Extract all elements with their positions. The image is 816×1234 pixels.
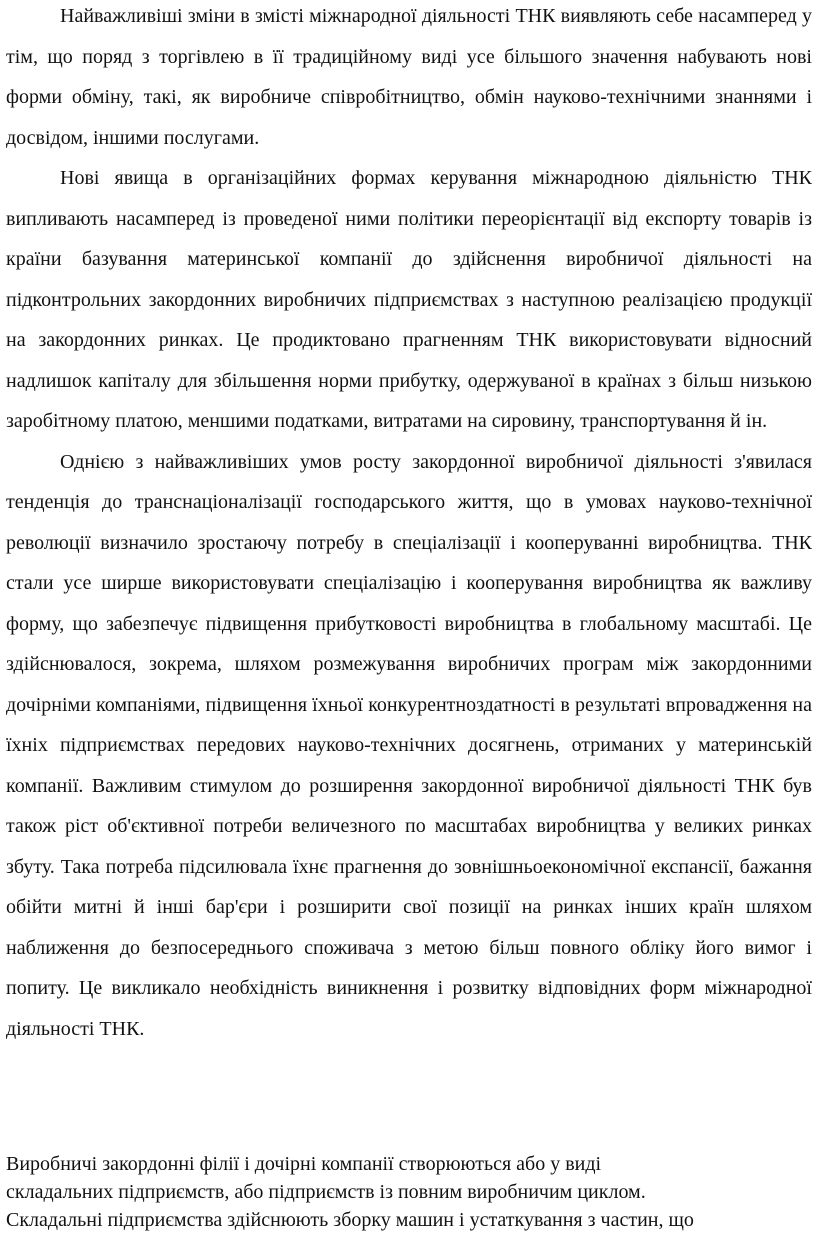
paragraph-1: Найважливіші зміни в змісті міжнародної діяльності ТНК виявляють себе насамперед у тім, що поряд з торгівлею в її традиційному виді усе більшого значення набувають нові форми обміну, такі, як виробниче співробітництво, обмін науково-технічними знаннями і досвідом, іншими послугами. — [6, 5, 812, 149]
tail-block — [6, 1150, 812, 1234]
tail-line-3: Складальні підприємства здійснюють зборку машин і устаткування з частин, що — [6, 1209, 694, 1231]
paragraph-3: Однією з найважливіших умов росту закордонної виробничої діяльності з'явилася тенденція до транснаціоналізації господарського життя, що в умовах науково-технічної революції визначило зростаючу потребу в спеціалізації і кооперуванні виробництва. ТНК стали усе ширше використовувати спеціалізацію і кооперування виробництва як важливу форму, що забезпечує підвищення прибутковості виробництва в глобальному масштабі. Це здійснювалося, зокрема, шляхом розмежування виробничих програм між закордонними дочірніми компаніями, підвищення їхньої конкурентноздатності в результаті впровадження на їхніх підприємствах передових науково-технічних досягнень, отриманих у материнській компанії. Важливим стимулом до розширення закордонної виробничої діяльності ТНК був також ріст об'єктивної потреби величезного по масштабах виробництва у великих ринках збуту. Така потреба підсилювала їхнє прагнення до зовнішньоекономічної експансії, бажання обійти митні й інші бар'єри і розширити свої позиції на ринках інших країн шляхом наближення до безпосереднього споживача з метою більш повного обліку його вимог і попиту. Це викликало необхідність виникнення і розвитку відповідних форм міжнародної діяльності ТНК. — [6, 450, 812, 1040]
document-body — [6, 0, 812, 1049]
paragraph-2: Нові явища в організаційних формах керування міжнародною діяльністю ТНК випливають насамперед із проведеної ними політики переорієнтації від експорту товарів із країни базування материнської компанії до здійснення виробничої діяльності на підконтрольних закордонних виробничих підприємствах з наступною реалізацією продукції на закордонних ринках. Це продиктовано прагненням ТНК використовувати відносний надлишок капіталу для збільшення норми прибутку, одержуваної в країнах з більш низькою заробітному платою, меншими податками, витратами на сировину, транспортування й ін. — [6, 167, 812, 432]
tail-line-1: Виробничі закордонні філії і дочірні компанії створюються або у виді — [6, 1153, 602, 1175]
tail-line-2: складальних підприємств, або підприємств із повним виробничим циклом. — [6, 1181, 646, 1203]
